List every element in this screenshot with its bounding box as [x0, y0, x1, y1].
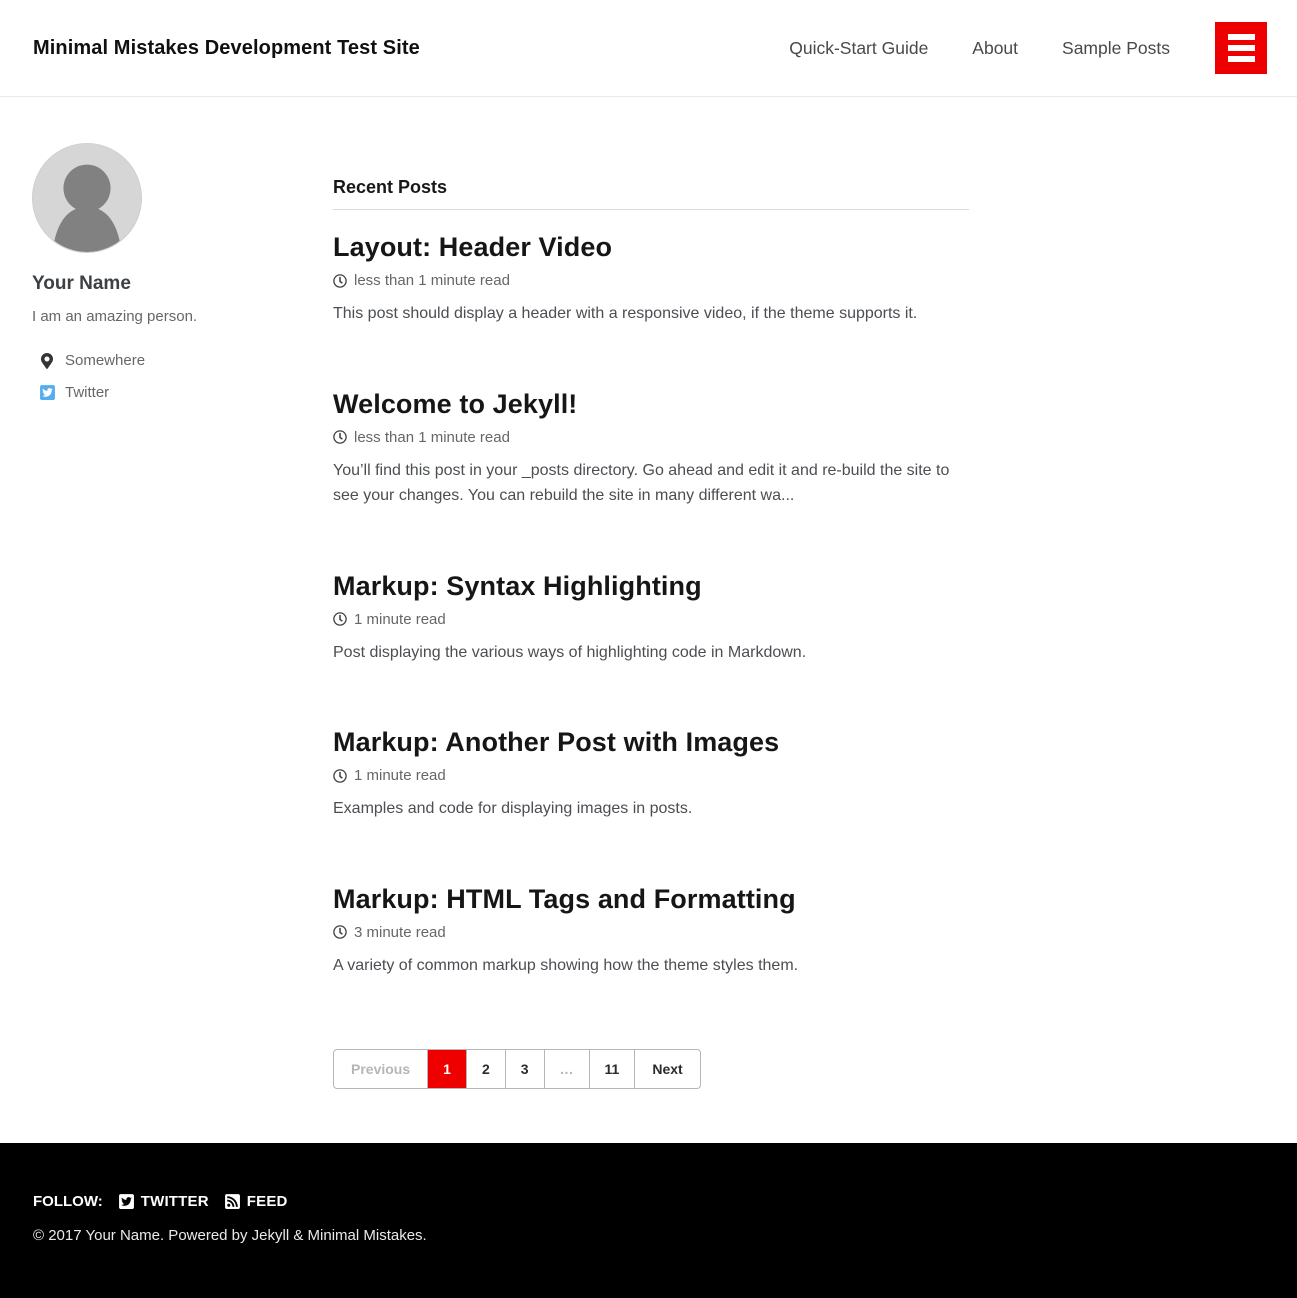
post-excerpt: Post displaying the various ways of highlighting code in Markdown.: [333, 643, 807, 661]
read-time: 1 minute read: [354, 610, 446, 628]
person-silhouette-icon: [33, 144, 141, 252]
footer-link-label: TWITTER: [140, 1193, 209, 1210]
pagination-next[interactable]: Next: [652, 1060, 683, 1077]
author-links: [32, 352, 333, 401]
post-item: [333, 571, 969, 666]
author-bio: I am an amazing person.: [32, 308, 198, 325]
clock-icon: [333, 769, 347, 783]
post-meta: [333, 272, 969, 289]
footer-link-feed[interactable]: [225, 1193, 288, 1210]
pagination-page-2[interactable]: 2: [467, 1050, 506, 1088]
post-excerpt: This post should display a header with a responsive video, if the theme supports it.: [333, 305, 918, 322]
footer-link-label: FEED: [246, 1193, 288, 1210]
site-footer: [0, 1143, 1297, 1298]
copyright: © 2017 Your Name. Powered by Jekyll & Minimal Mistakes.: [33, 1227, 427, 1244]
rss-feed-icon: [225, 1193, 240, 1210]
post-title[interactable]: Markup: HTML Tags and Formatting: [333, 883, 796, 914]
pagination-previous: Previous: [334, 1050, 428, 1088]
read-time: less than 1 minute read: [354, 272, 510, 289]
hamburger-menu-icon: [1228, 34, 1255, 40]
clock-icon: [333, 274, 347, 288]
read-time: less than 1 minute read: [354, 428, 510, 446]
post-title[interactable]: Layout: Header Video: [333, 232, 613, 262]
clock-icon: [333, 430, 347, 444]
follow-row: [33, 1193, 1264, 1210]
post-excerpt: You’ll find this post in your _posts directory. Go ahead and edit it and re-build the site to see your changes. You can rebuild the site in many different wa...: [333, 461, 950, 505]
post-title[interactable]: Welcome to Jekyll!: [333, 388, 578, 419]
pagination: [333, 1049, 701, 1089]
post-meta: [333, 611, 969, 628]
post-meta: [333, 924, 969, 941]
post-meta: [333, 767, 969, 784]
hamburger-menu-button[interactable]: [1215, 22, 1267, 74]
page-content: [0, 97, 1297, 1143]
author-name: Your Name: [32, 273, 131, 294]
post-excerpt: Examples and code for displaying images in posts.: [333, 800, 693, 818]
nav-item-quick-start-guide[interactable]: Quick-Start Guide: [789, 37, 929, 58]
nav-item-sample-posts[interactable]: Sample Posts: [1062, 37, 1170, 58]
author-link-location[interactable]: [38, 352, 333, 369]
archive-main: [333, 143, 969, 1143]
site-nav: [789, 38, 1170, 59]
post-item: [333, 232, 969, 327]
pagination-page-11[interactable]: 11: [590, 1050, 636, 1088]
author-link-label: Twitter: [65, 384, 110, 401]
post-excerpt: A variety of common markup showing how the theme styles them.: [333, 956, 799, 974]
nav-item-about[interactable]: About: [972, 37, 1019, 58]
recent-posts-heading: Recent Posts: [333, 177, 969, 210]
avatar: [32, 143, 142, 253]
pagination-ellipsis: …: [545, 1050, 590, 1088]
location-pin-icon: [38, 353, 56, 369]
post-item: [333, 389, 969, 509]
pagination-page-1[interactable]: 1: [428, 1050, 467, 1088]
follow-label: FOLLOW:: [33, 1193, 103, 1210]
clock-icon: [333, 925, 347, 939]
post-meta: [333, 429, 969, 446]
post-item: [333, 727, 969, 822]
twitter-icon: [119, 1193, 134, 1210]
post-title[interactable]: Markup: Another Post with Images: [333, 727, 780, 758]
post-title[interactable]: Markup: Syntax Highlighting: [333, 570, 702, 601]
author-sidebar: [32, 143, 333, 1143]
masthead: [0, 0, 1297, 97]
author-link-label: Somewhere: [65, 352, 146, 369]
twitter-icon: [38, 384, 56, 401]
clock-icon: [333, 612, 347, 626]
author-link-twitter[interactable]: [38, 384, 333, 401]
read-time: 1 minute read: [354, 767, 446, 785]
post-item: [333, 884, 969, 979]
pagination-page-3[interactable]: 3: [506, 1050, 545, 1088]
site-title-link[interactable]: Minimal Mistakes Development Test Site: [33, 36, 420, 59]
hamburger-menu-icon: [1228, 56, 1255, 62]
footer-link-twitter[interactable]: [119, 1193, 209, 1210]
read-time: 3 minute read: [354, 923, 446, 941]
hamburger-menu-icon: [1228, 45, 1255, 51]
